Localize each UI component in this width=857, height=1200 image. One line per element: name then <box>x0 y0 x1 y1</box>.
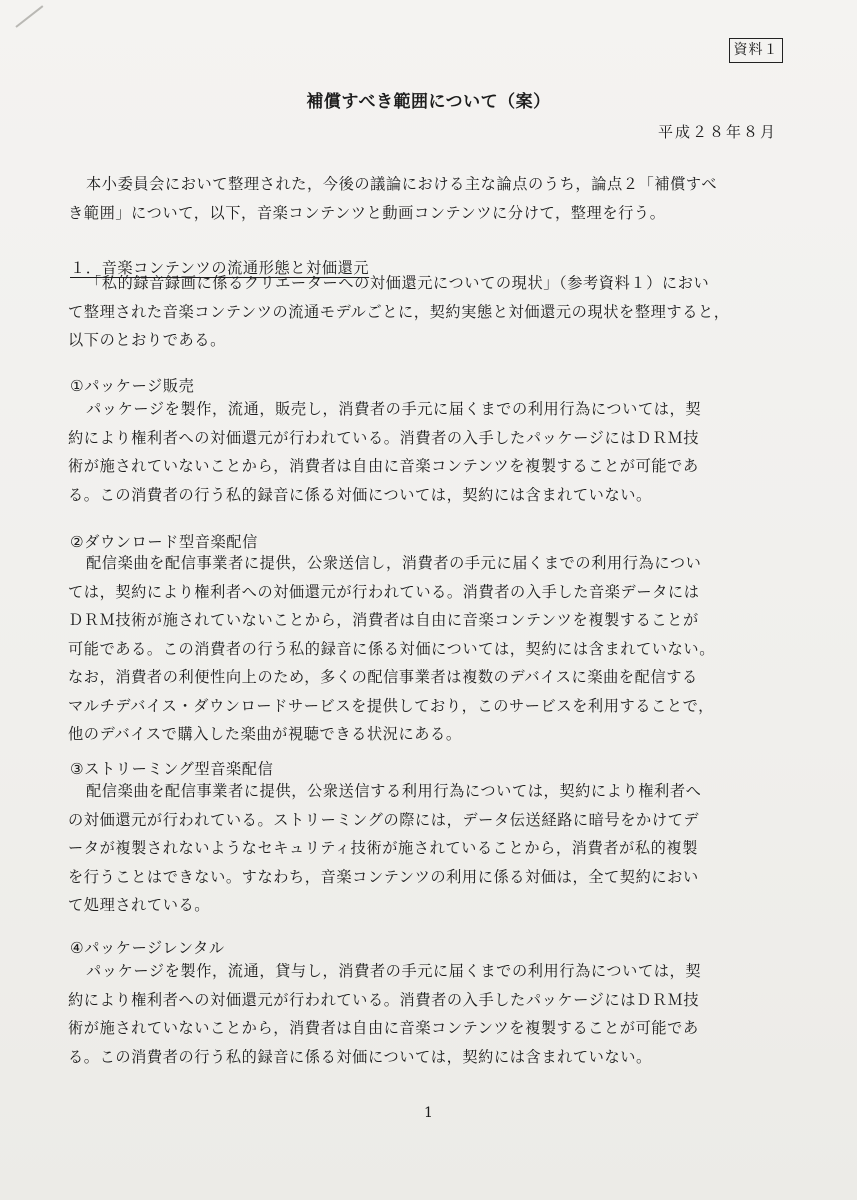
paragraph-line: る。この消費者の行う私的録音に係る対価については，契約には含まれていない。 <box>68 485 652 504</box>
paragraph-line: 以下のとおりである。 <box>68 331 226 349</box>
intro-line: 本小委員会において整理された，今後の議論における主な論点のうち，論点２「補償すべ <box>86 175 718 193</box>
pencil-mark <box>15 5 43 28</box>
item-paragraph <box>68 957 788 1071</box>
paragraph-line: 可能である。この消費者の行う私的録音に係る対価については，契約には含まれていない。 <box>68 639 715 658</box>
paragraph-line: マルチデバイス・ダウンロードサービスを提供しており，このサービスを利用することで， <box>68 696 714 715</box>
paragraph-line: 術が施されていないことから，消費者は自由に音楽コンテンツを複製することが可能であ <box>68 1019 699 1037</box>
paragraph-line: 配信楽曲を配信事業者に提供，公衆送信する利用行為については，契約により権利者へ <box>86 782 702 800</box>
intro-paragraph <box>68 170 788 227</box>
item-heading-rental: ④パッケージレンタル <box>70 939 225 957</box>
item-paragraph <box>68 777 788 920</box>
item-paragraph <box>68 549 788 749</box>
section-paragraph <box>68 269 788 355</box>
item-paragraph <box>68 395 788 509</box>
paragraph-line: パッケージを製作，流通，販売し，消費者の手元に届くまでの利用行為については，契 <box>86 400 702 418</box>
paragraph-line: 他のデバイスで購入した楽曲が視聴できる状況にある。 <box>68 725 462 743</box>
paragraph-line: パッケージを製作，流通，貸与し，消費者の手元に届くまでの利用行為については，契 <box>86 962 702 980</box>
paragraph-line: て処理されている。 <box>68 896 211 914</box>
paragraph-line: る。この消費者の行う私的録音に係る対価については，契約には含まれていない。 <box>68 1047 652 1066</box>
paragraph-line: 「私的録音録画に係るクリエーターへの対価還元についての現状」（参考資料１）におい <box>86 274 710 292</box>
paragraph-line: 約により権利者への対価還元が行われている。消費者の入手したパッケージにはＤＲＭ技 <box>68 990 700 1009</box>
section-heading: １．音楽コンテンツの流通形態と対価還元 <box>70 259 370 277</box>
item-heading-streaming: ③ストリーミング型音楽配信 <box>70 760 274 778</box>
paragraph-line: て整理された音楽コンテンツの流通モデルごとに，契約実態と対価還元の現状を整理すると， <box>68 302 730 321</box>
item-heading-download: ②ダウンロード型音楽配信 <box>70 533 258 551</box>
document-tag: 資料１ <box>729 38 783 63</box>
paragraph-line: ＤＲＭ技術が施されていないことから，消費者は自由に音楽コンテンツを複製することが <box>68 611 699 629</box>
paragraph-line: 約により権利者への対価還元が行われている。消費者の入手したパッケージにはＤＲＭ技 <box>68 428 700 447</box>
item-heading-package-sales: ①パッケージ販売 <box>70 377 195 395</box>
paragraph-line: を行うことはできない。すなわち，音楽コンテンツの利用に係る対価は，全て契約におい <box>68 867 699 886</box>
paragraph-line: 術が施されていないことから，消費者は自由に音楽コンテンツを複製することが可能であ <box>68 457 699 475</box>
document-title: 補償すべき範囲について（案） <box>306 92 551 112</box>
paragraph-line: なお，消費者の利便性向上のため，多くの配信事業者は複数のデバイスに楽曲を配信する <box>68 668 698 686</box>
intro-line: き範囲」について，以下，音楽コンテンツと動画コンテンツに分けて，整理を行う。 <box>68 203 666 222</box>
paragraph-line: の対価還元が行われている。ストリーミングの際には，データ伝送経路に暗号をかけてデ <box>68 810 700 829</box>
paragraph-line: ては，契約により権利者への対価還元が行われている。消費者の入手した音楽データには <box>68 582 700 601</box>
paragraph-line: 配信楽曲を配信事業者に提供，公衆送信し，消費者の手元に届くまでの利用行為につい <box>86 554 702 572</box>
page-number: 1 <box>424 1105 433 1121</box>
document-date: 平成２８年８月 <box>657 123 777 141</box>
paragraph-line: ータが複製されないようなセキュリティ技術が施されていることから，消費者が私的複製 <box>68 839 698 857</box>
